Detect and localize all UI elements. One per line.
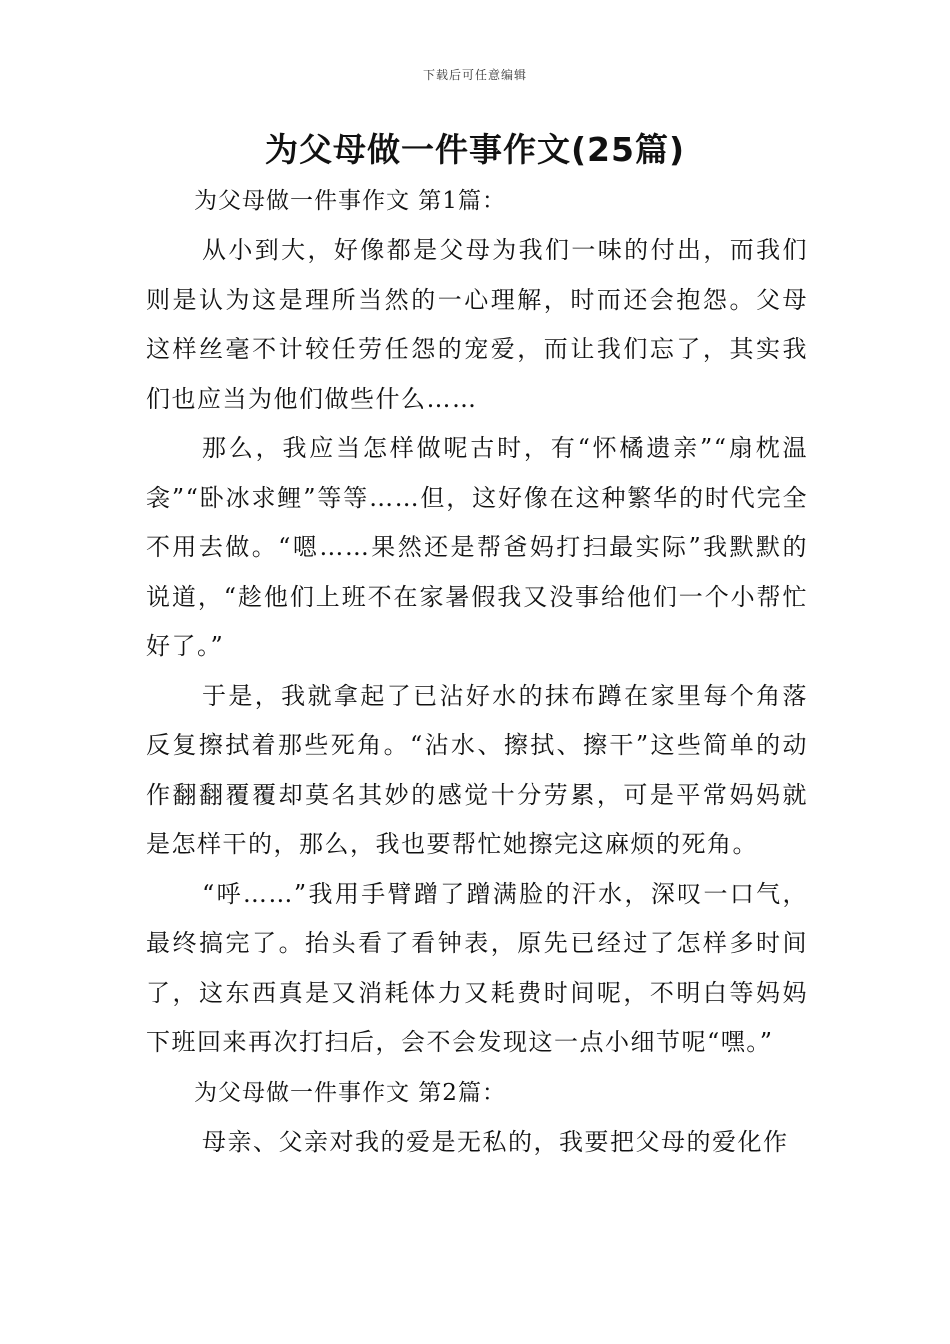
paragraph: 母亲、父亲对我的爱是无私的，我要把父母的爱化作 bbox=[202, 1127, 789, 1156]
paragraph: “呼……”我用手臂蹭了蹭满脸的汗水，深叹一口气，最终搞完了。抬头看了看钟表，原先已经过了怎样多时间了，这东西真是又消耗体力又耗费时间呢，不明白等妈妈下班回来再次打扫后，会不会发现这一点小细节呢“嘿。” bbox=[146, 879, 808, 1056]
header-note: 下载后可任意编辑 bbox=[422, 68, 527, 82]
paragraph: 那么，我应当怎样做呢古时，有“怀橘遗亲”“扇枕温衾”“卧冰求鲤”等等……但，这好像在这种繁华的时代完全不用去做。“嗯……果然还是帮爸妈打扫最实际”我默默的说道，“趁他们上班不在家暑假我又没事给他们一个小帮忙好了。” bbox=[146, 434, 808, 660]
document-title: 为父母做一件事作文(25篇) bbox=[264, 130, 686, 169]
paragraph: 于是，我就拿起了已沾好水的抹布蹲在家里每个角落反复擦拭着那些死角。“沾水、擦拭、擦干”这些简单的动作翻翻覆覆却莫名其妙的感觉十分劳累，可是平常妈妈就是怎样干的，那么，我也要帮忙她擦完这麻烦的死角。 bbox=[146, 681, 808, 858]
paragraph: 从小到大，好像都是父母为我们一味的付出，而我们则是认为这是理所当然的一心理解，时而还会抱怨。父母这样丝毫不计较任劳任怨的宠爱，而让我们忘了，其实我们也应当为他们做些什么…… bbox=[146, 236, 808, 413]
section-heading-1: 为父母做一件事作文 第1篇： bbox=[194, 188, 506, 214]
section-heading-2: 为父母做一件事作文 第2篇： bbox=[194, 1079, 506, 1106]
document-body bbox=[146, 176, 808, 1167]
